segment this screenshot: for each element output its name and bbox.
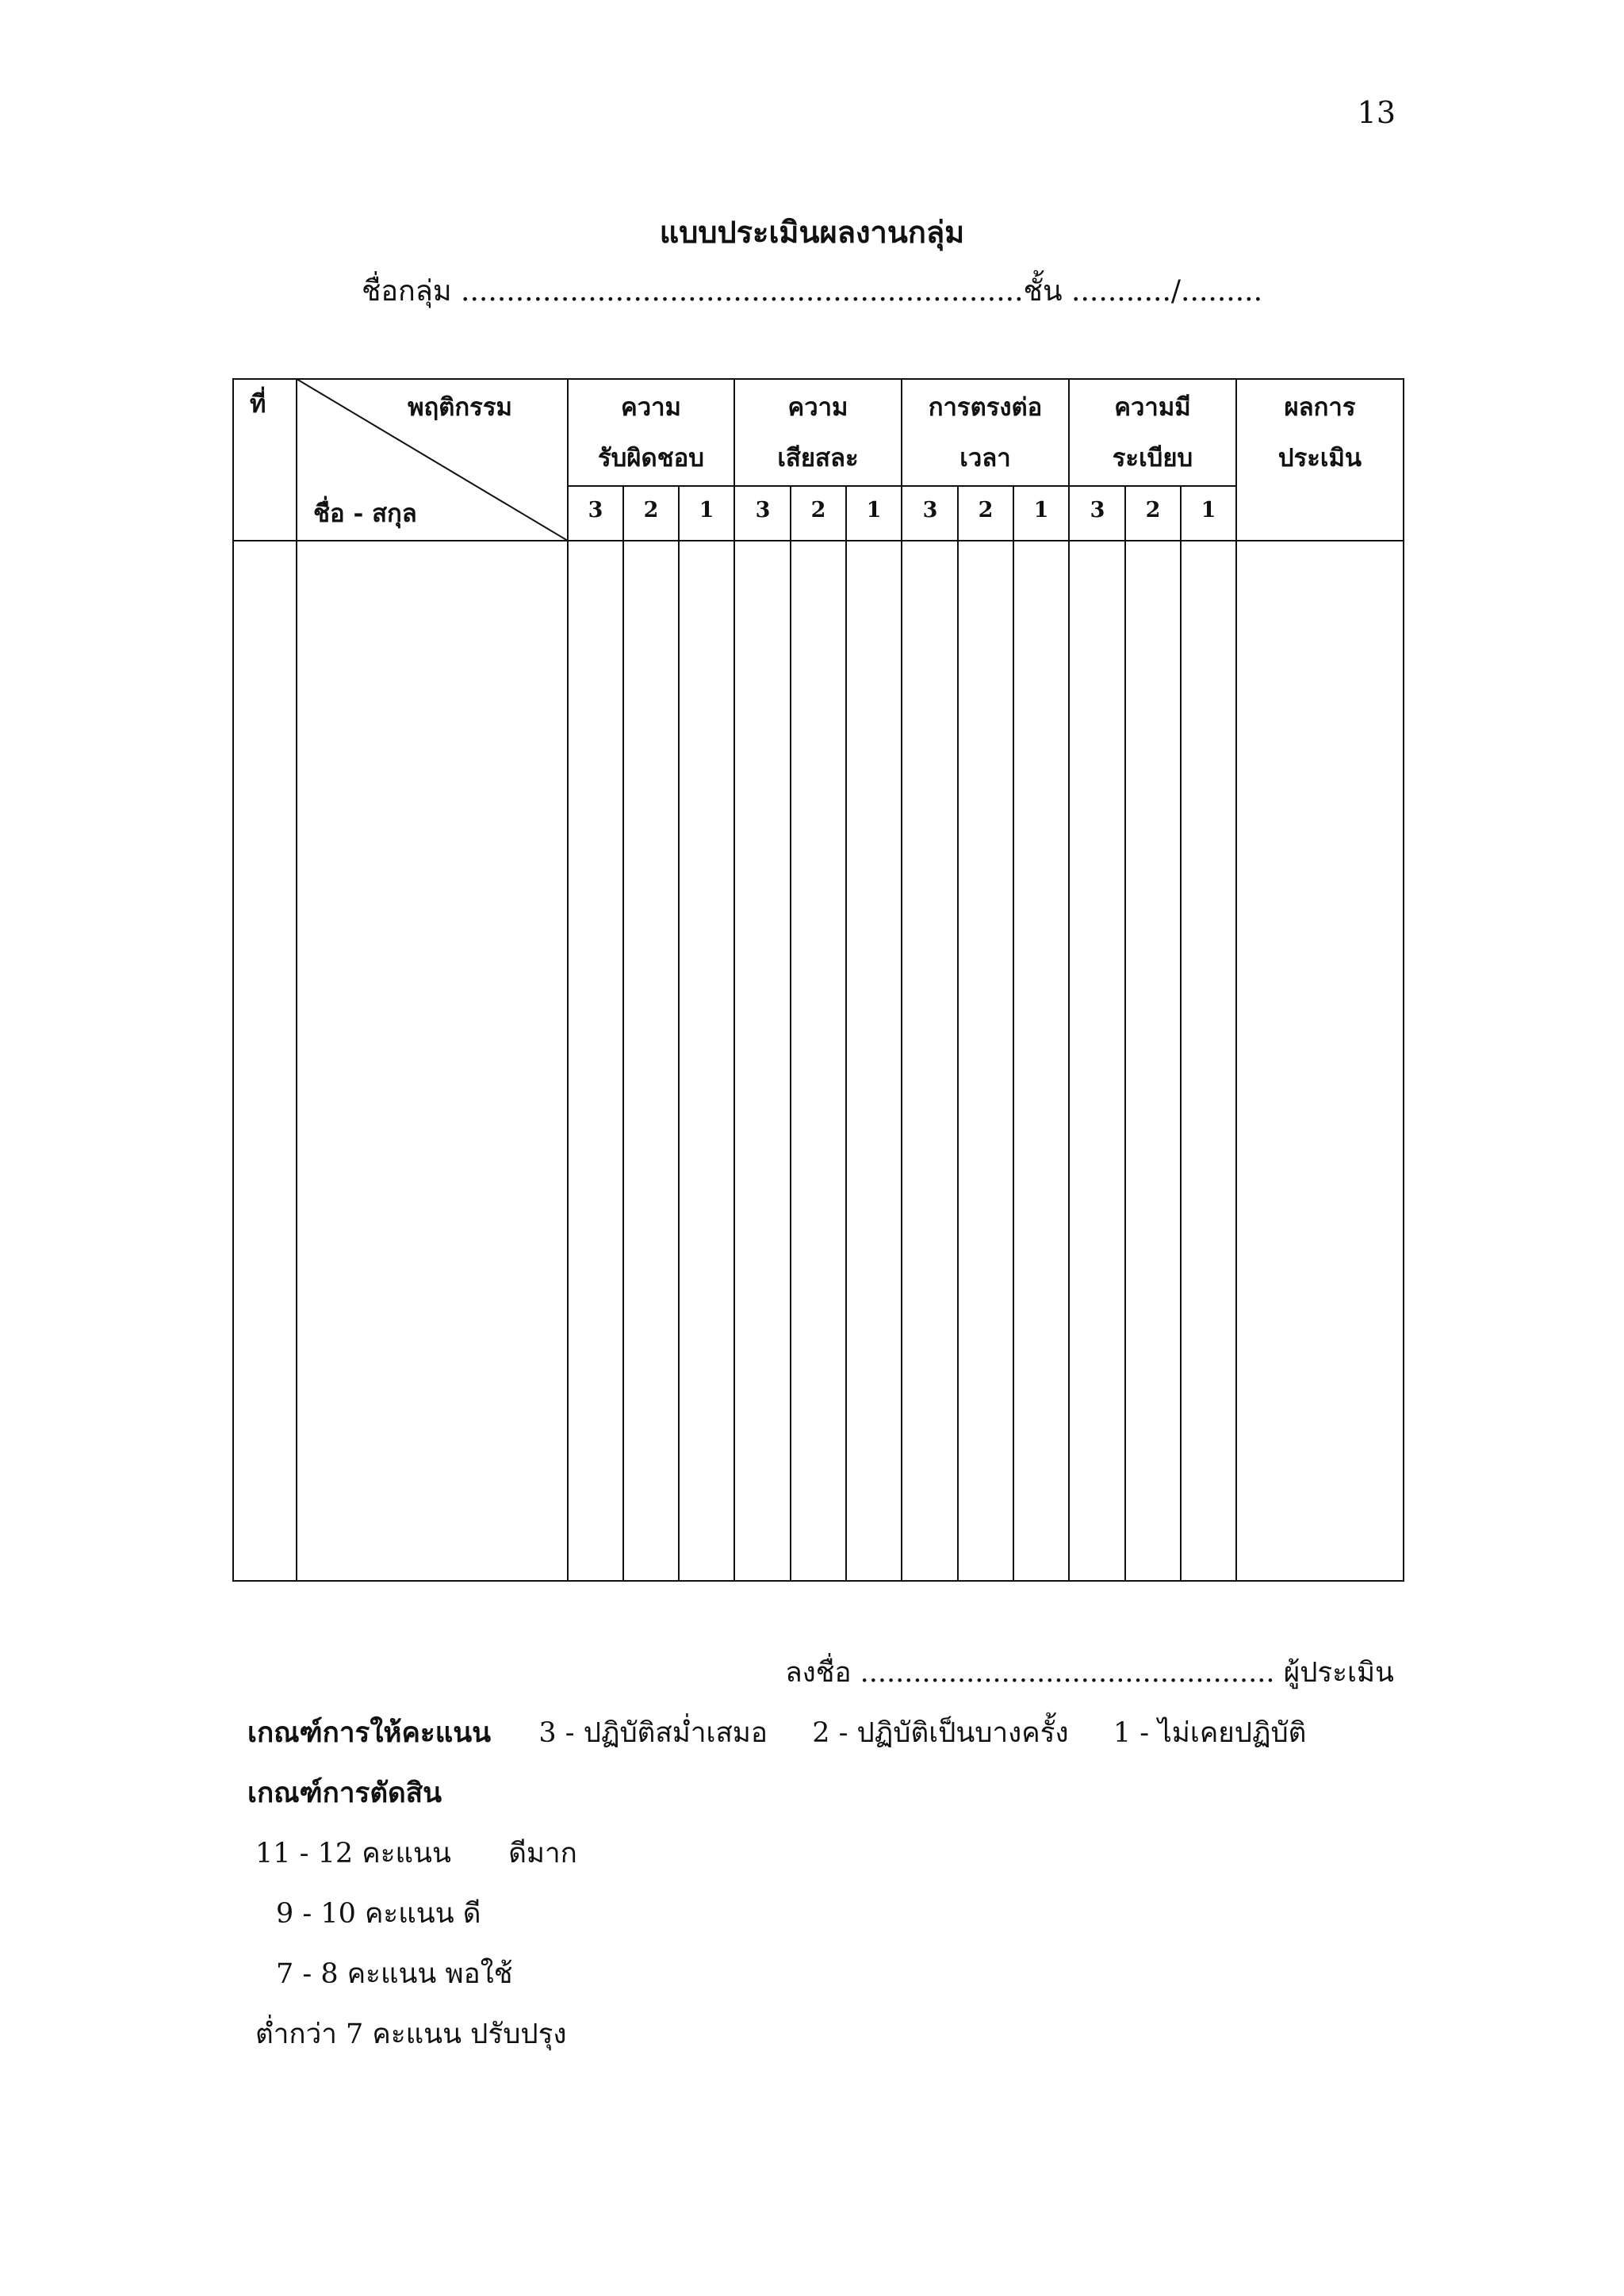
col-no-header: ที่: [250, 390, 266, 419]
table-border-right: [1403, 378, 1404, 1582]
score-2: 2: [810, 498, 826, 522]
score-3: 3: [1090, 498, 1105, 522]
score-2: 2: [1145, 498, 1161, 522]
result-header-line2: ประเมิน: [1277, 444, 1362, 473]
group-name-line: [0, 268, 1624, 313]
scoring-criteria-heading: เกณฑ์การให้คะแนน: [247, 1716, 492, 1749]
group-name-label: ชื่อกลุ่ม: [361, 275, 452, 308]
score-2: 2: [978, 498, 994, 522]
criterion-orderliness-line1: ความมี: [1114, 393, 1191, 422]
judgement-range: 9 - 10 คะแนน: [276, 1898, 454, 1930]
page-number: 13: [1357, 95, 1396, 130]
judgement-result: ดี: [462, 1898, 481, 1930]
score-subheader-rule: [568, 485, 1237, 487]
evaluator-label: ผู้ประเมิน: [1283, 1657, 1394, 1689]
judgement-result: ดีมาก: [508, 1838, 577, 1869]
name-header: ชื่อ - สกุล: [313, 499, 417, 528]
scoring-item: 2 - ปฏิบัติเป็นบางครั้ง: [812, 1717, 1069, 1749]
score-2: 2: [643, 498, 659, 522]
judgement-result: ปรับปรุง: [470, 2019, 567, 2050]
behavior-header: พฤติกรรม: [408, 393, 512, 422]
score-1: 1: [1033, 498, 1049, 522]
signature-line: [785, 1651, 1394, 1694]
criterion-punctuality-line2: เวลา: [959, 444, 1011, 473]
score-3: 3: [755, 498, 771, 522]
judgement-range: 7 - 8 คะแนน: [276, 1958, 437, 1990]
class-blank[interactable]: .........../.........: [1071, 275, 1263, 308]
judgement-level-row: [276, 1892, 481, 1935]
signature-label: ลงชื่อ: [785, 1657, 852, 1689]
score-3: 3: [588, 498, 603, 522]
result-header-line1: ผลการ: [1284, 393, 1356, 422]
judgement-level-row: [255, 1831, 577, 1875]
class-label: ชั้น: [1023, 275, 1063, 308]
group-name-blank[interactable]: ..............................................................: [461, 275, 1024, 308]
judgement-result: พอใช้: [445, 1958, 513, 1990]
signature-blank[interactable]: ...............................................: [860, 1657, 1275, 1689]
scoring-criteria-line: [247, 1711, 1306, 1755]
form-title: แบบประเมินผลงานกลุ่ม: [659, 214, 965, 250]
criterion-sacrifice-line1: ความ: [787, 393, 848, 422]
criterion-responsibility-line1: ความ: [621, 393, 681, 422]
judgement-level-row: [276, 1952, 512, 1996]
score-1: 1: [866, 498, 882, 522]
criterion-punctuality-line1: การตรงต่อ: [928, 393, 1043, 422]
score-3: 3: [922, 498, 938, 522]
score-1: 1: [1201, 498, 1216, 522]
criterion-sacrifice-line2: เสียสละ: [777, 444, 859, 473]
criterion-orderliness-line2: ระเบียบ: [1112, 444, 1193, 473]
judgement-range: 11 - 12 คะแนน: [255, 1838, 451, 1869]
table-border-bottom: [232, 1580, 1404, 1582]
judgement-criteria-heading: เกณฑ์การตัดสิน: [247, 1777, 442, 1809]
criterion-responsibility-line2: รับผิดชอบ: [598, 444, 704, 473]
scoring-item: 3 - ปฏิบัติสม่ำเสมอ: [538, 1717, 768, 1749]
judgement-level-row: [255, 2012, 567, 2056]
table-body-entry-area[interactable]: [234, 541, 1403, 1580]
judgement-range: ต่ำกว่า 7 คะแนน: [255, 2019, 462, 2050]
scoring-item: 1 - ไม่เคยปฏิบัติ: [1113, 1717, 1307, 1749]
score-1: 1: [699, 498, 714, 522]
